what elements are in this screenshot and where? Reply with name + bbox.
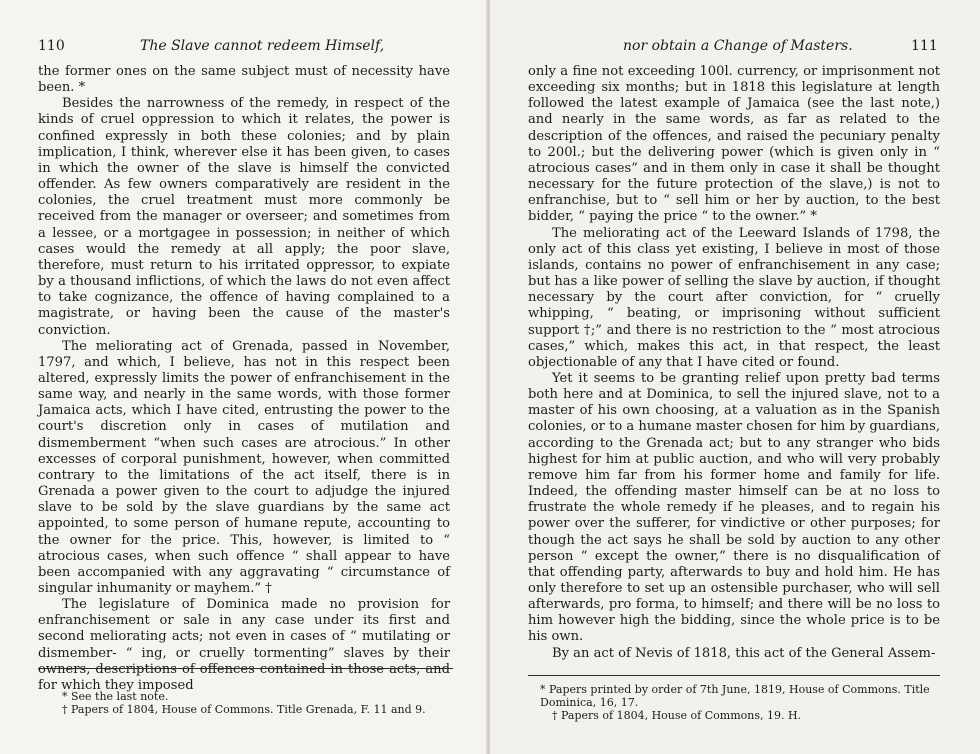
running-head: nor obtain a Change of Masters. bbox=[623, 38, 853, 54]
paragraph: the former ones on the same subject must of necessity have been. * bbox=[38, 64, 450, 96]
paragraph: Besides the narrowness of the remedy, in respect of the kinds of cruel oppression to which it relates, the power is confined expressly in both these colonies; and by plain implication, I think, wherever else it has been given, to cases in which the owner of the slave is himself the convicted offender. As few owners comparatively are resident in the colonies, the cruel treatment must more commonly be received from the manager or overseer; and sometimes from a lessee, or a mortgagee in possession; in neither of which cases would the remedy at all apply; the poor slave, therefore, must return to his irritated oppressor, to expiate by a thousand inflictions, of which the laws do not even affect to take cognizance, the offence of having complained to a magistrate, or having been the cause of the master's conviction. bbox=[38, 96, 450, 338]
footnote: † Papers of 1804, House of Commons, 19. H. bbox=[552, 709, 802, 722]
paragraph: The legislature of Dominica made no provision for enfranchisement or sale in any case under its first and second meliorating acts; not even in cases of “ mutilating or dismember- “ ing, or cruelly tormenting” slaves by their owners, descriptions of offences contained in those acts, and for which they imposed bbox=[38, 597, 450, 693]
paragraph: The meliorating act of Grenada, passed in November, 1797, and which, I believe, has not in this respect been altered, expressly limits the power of enfranchisement in the same way, and nearly in the same words, with those former Jamaica acts, which I have cited, entrusting the power to the court's discretion only in cases of mutilation and dismemberment “when such cases are atrocious.” In other excesses of corporal punishment, however, when committed contrary to the limitations of the act itself, there is in Grenada a power given to the court to adjudge the injured slave to be sold by the slave guardians by the same act appointed, to some person of humane repute, accounting to the owner for the price. This, however, is limited to “ atrocious cases, when such offence “ shall appear to have been accompanied with any aggravating “ circumstance of singular inhumanity or mayhem.” † bbox=[38, 338, 450, 596]
paragraph: By an act of Nevis of 1818, this act of the General Assem- bbox=[552, 645, 936, 661]
footnote: * See the last note. bbox=[62, 690, 169, 703]
right-page bbox=[490, 0, 980, 754]
page-number: 110 bbox=[38, 38, 65, 54]
footnotes bbox=[62, 690, 442, 716]
footnote: * Papers printed by order of 7th June, 1819, House of Commons. Title bbox=[540, 683, 930, 696]
footnote: † Papers of 1804, House of Commons. Title Grenada, F. 11 and 9. bbox=[62, 703, 426, 716]
paragraph: only a fine not exceeding 100l. currency, or imprisonment not exceeding six months; but in 1818 this legislature at length followed the latest example of Jamaica (see the last note,) and nearly in the same words, as far as related to the description of the offences, and raised the pecuniary penalty to 200l.; but the delivering power (which is given only in “ atrocious cases” and in them only in case it shall be thought necessary for the future protection of the slave,) is not to enfranchise, but to “ sell him or her by auction, to the best bidder, “ paying the price “ to the owner.” * bbox=[528, 64, 940, 225]
paragraph: Yet it seems to be granting relief upon pretty bad terms both here and at Dominica, to sell the injured slave, not to a master of his own choosing, at a valuation as in the Spanish colonies, or to a humane master chosen for him by guardians, according to the Grenada act; but to any stranger who bids highest for him at public auction, and who will very probably remove him far from his former home and family for life. Indeed, the offending master himself can be at no loss to frustrate the whole remedy if he pleases, and to regain his power over the sufferer, for vindictive or other purposes; for though the act says he shall be sold by auction to any other person “ except the owner,” there is no disqualification of that offending party, afterwards to buy and hold him. He has only therefore to set up an ostensible purchaser, who will sell afterwards, pro forma, to himself; and there will be no loss to him however high the bidding, since the whole price is to be his own. bbox=[528, 370, 940, 645]
running-head: The Slave cannot redeem Himself, bbox=[140, 38, 385, 54]
footnote-rule bbox=[38, 668, 453, 669]
paragraph: The meliorating act of the Leeward Islands of 1798, the only act of this class yet existing, I believe in most of those islands, contains no power of enfranchisement in any case; but has a like power of selling the slave by auction, if thought necessary by the court after conviction, for “ cruelly whipping, “ beating, or imprisoning without sufficient support †;” and there is no restriction to the “ most atrocious cases,” which, makes this act, in that respect, the least objectionable of any that I have cited or found. bbox=[528, 225, 940, 370]
body-text bbox=[528, 64, 940, 662]
page-number: 111 bbox=[911, 38, 938, 54]
left-page bbox=[0, 0, 488, 754]
footnotes bbox=[540, 683, 940, 722]
footnote-rule bbox=[528, 675, 940, 676]
footnote: Dominica, 16, 17. bbox=[540, 696, 639, 709]
body-text bbox=[38, 64, 450, 694]
